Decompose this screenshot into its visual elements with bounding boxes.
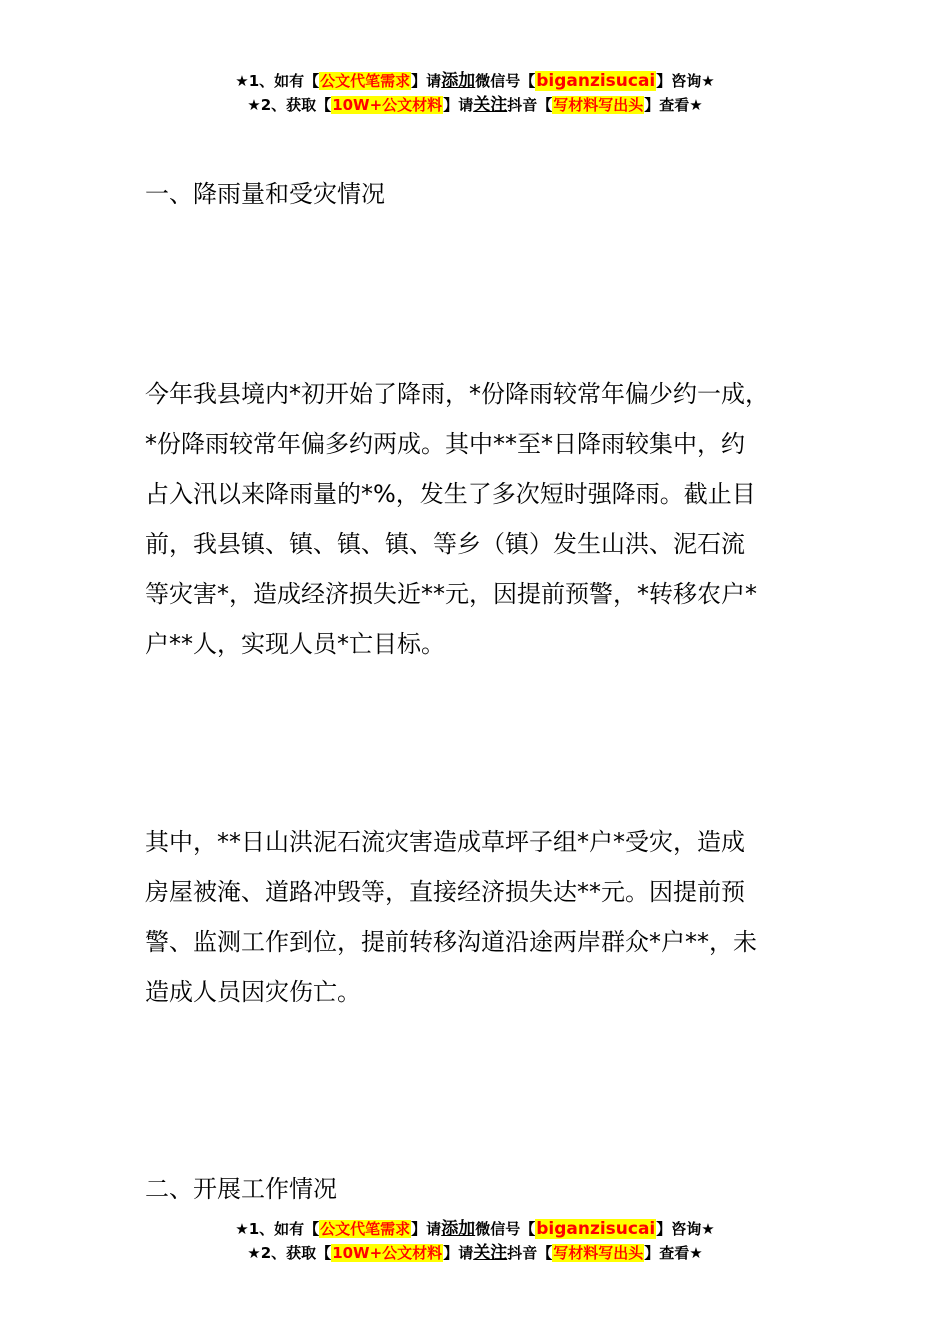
promo-banner-top	[0, 69, 950, 117]
paragraph-line: 今年我县境内*初开始了降雨，*份降雨较常年偏少约一成，	[145, 380, 769, 408]
highlight-wechat-id: biganzisucai	[536, 1219, 656, 1239]
paragraph-line: *份降雨较常年偏多约两成。其中**至*日降雨较集中，约	[145, 430, 745, 458]
paragraph-line: 等灾害*，造成经济损失近**元，因提前预警，*转移农户*	[145, 580, 757, 608]
highlight-wechat-id: biganzisucai	[536, 71, 656, 91]
section-heading-work: 二、开展工作情况	[145, 1175, 337, 1203]
promo-line-2: ★2、获取【10W+公文材料】请关注抖音【写材料写出头】查看★	[247, 95, 703, 115]
highlight-service: 公文代笔需求	[320, 1220, 411, 1238]
paragraph-line: 警、监测工作到位，提前转移沟道沿途两岸群众*户**，未	[145, 928, 757, 956]
promo-banner-bottom	[0, 1217, 950, 1265]
promo-line-2: ★2、获取【10W+公文材料】请关注抖音【写材料写出头】查看★	[247, 1243, 703, 1263]
emphasis-follow: 关注	[473, 95, 508, 115]
highlight-douyin: 写材料写出头	[553, 96, 644, 114]
highlight-service: 公文代笔需求	[320, 72, 411, 90]
paragraph-line: 占入汛以来降雨量的*%，发生了多次短时强降雨。截止目	[145, 480, 756, 508]
section-heading-rainfall: 一、降雨量和受灾情况	[145, 180, 385, 208]
emphasis-follow: 关注	[473, 1243, 508, 1263]
paragraph-line: 户**人，实现人员*亡目标。	[145, 630, 445, 658]
paragraph-line: 其中，**日山洪泥石流灾害造成草坪子组*户*受灾，造成	[145, 828, 745, 856]
highlight-douyin: 写材料写出头	[553, 1244, 644, 1262]
promo-line-1: ★1、如有【公文代笔需求】请添加微信号【biganzisucai】咨询★	[235, 1219, 715, 1239]
highlight-materials: 10W+公文材料	[332, 1244, 443, 1262]
highlight-materials: 10W+公文材料	[332, 96, 443, 114]
emphasis-add: 添加	[441, 71, 476, 91]
paragraph-line: 房屋被淹、道路冲毁等，直接经济损失达**元。因提前预	[145, 878, 745, 906]
emphasis-add: 添加	[441, 1219, 476, 1239]
paragraph-line: 前，我县镇、镇、镇、镇、等乡（镇）发生山洪、泥石流	[145, 530, 745, 558]
paragraph-disaster-detail	[145, 817, 835, 1017]
paragraph-line: 造成人员因灾伤亡。	[145, 978, 361, 1006]
paragraph-rainfall-summary	[145, 369, 835, 669]
promo-line-1: ★1、如有【公文代笔需求】请添加微信号【biganzisucai】咨询★	[235, 71, 715, 91]
